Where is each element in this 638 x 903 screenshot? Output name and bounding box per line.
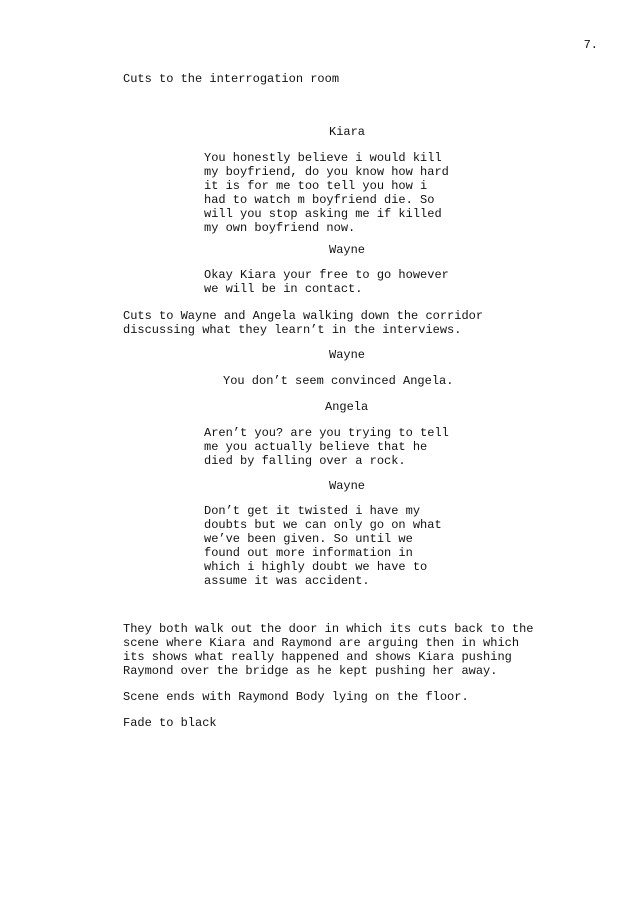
dialogue-line: found out more information in: [204, 546, 413, 560]
action-line: discussing what they learn’t in the interviews.: [123, 323, 462, 337]
dialogue-line: assume it was accident.: [204, 574, 370, 588]
dialogue-line: You don’t seem convinced Angela.: [223, 374, 454, 388]
dialogue-line: it is for me too tell you how i: [204, 179, 428, 193]
dialogue-line: my boyfriend, do you know how hard: [204, 165, 449, 179]
character-cue: Wayne: [329, 243, 366, 257]
action-line: scene where Kiara and Raymond are arguing then in which: [123, 636, 520, 650]
action-line: Cuts to Wayne and Angela walking down the corridor: [123, 309, 484, 323]
dialogue-line: me you actually believe that he: [204, 440, 428, 454]
dialogue-line: will you stop asking me if killed: [204, 207, 442, 221]
action-line: its shows what really happened and shows Kiara pushing: [123, 650, 512, 664]
dialogue-line: You honestly believe i would kill: [204, 151, 442, 165]
dialogue-line: which i highly doubt we have to: [204, 560, 428, 574]
dialogue-line: my own boyfriend now.: [204, 221, 356, 235]
dialogue-line: we’ve been given. So until we: [204, 532, 413, 546]
action-line: Scene ends with Raymond Body lying on the floor.: [123, 690, 469, 704]
dialogue-line: died by falling over a rock.: [204, 454, 406, 468]
dialogue-line: Okay Kiara your free to go however: [204, 268, 449, 282]
dialogue-line: Aren’t you? are you trying to tell: [204, 426, 449, 440]
character-cue: Wayne: [329, 479, 366, 493]
action-line: They both walk out the door in which its cuts back to the: [123, 622, 534, 636]
dialogue-line: we will be in contact.: [204, 282, 363, 296]
dialogue-line: doubts but we can only go on what: [204, 518, 442, 532]
transition-line: Fade to black: [123, 716, 217, 730]
action-line: Raymond over the bridge as he kept pushing her away.: [123, 664, 498, 678]
action-line: Cuts to the interrogation room: [123, 72, 340, 86]
character-cue: Kiara: [329, 125, 366, 139]
page-number: 7.: [583, 38, 598, 52]
dialogue-line: had to watch m boyfriend die. So: [204, 193, 435, 207]
dialogue-line: Don’t get it twisted i have my: [204, 504, 421, 518]
character-cue: Wayne: [329, 348, 366, 362]
character-cue: Angela: [325, 400, 369, 414]
